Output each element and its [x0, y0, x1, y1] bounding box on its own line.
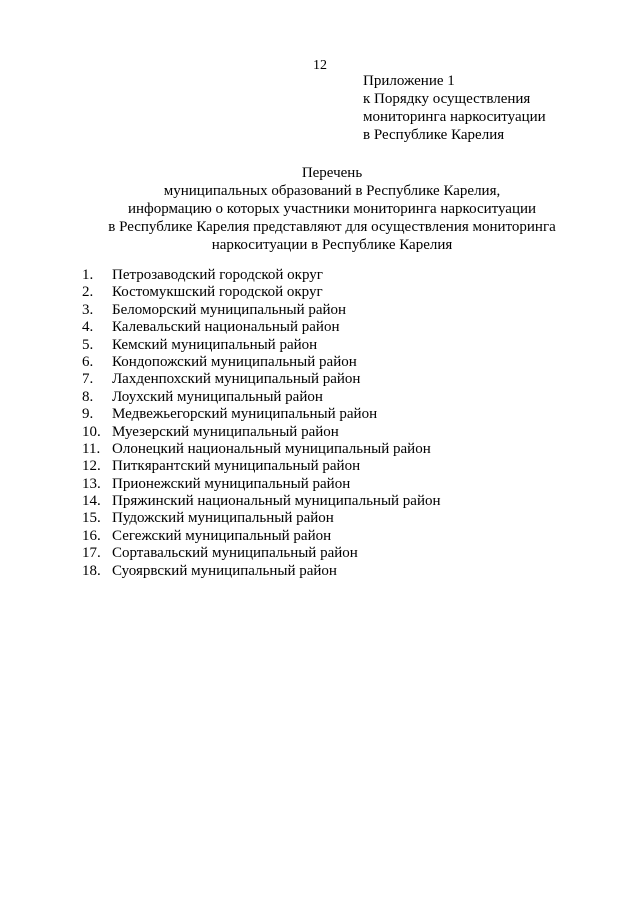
heading-line: в Республике Карелия представляют для осуществления мониторинга: [108, 219, 556, 235]
list-item-name: Кемский муниципальный район: [112, 336, 318, 353]
list-item-name: Медвежьегорский муниципальный район: [112, 406, 378, 423]
list-item-name: Лахденпохский муниципальный район: [112, 371, 361, 388]
list-item-number: 3.: [82, 301, 94, 318]
page-number: 12: [313, 58, 327, 73]
list-item-name: Сегежский муниципальный район: [112, 527, 332, 544]
list-item-name: Муезерский муниципальный район: [112, 423, 339, 440]
list-item-name: Пряжинский национальный муниципальный район: [112, 493, 441, 510]
list-item-name: Прионежский муниципальный район: [112, 475, 351, 492]
list-item: [82, 337, 441, 354]
list-item: [82, 406, 441, 423]
list-item-number: 4.: [82, 319, 94, 336]
list-item: [82, 545, 441, 562]
list-item-name: Калевальский национальный район: [112, 319, 340, 336]
list-item-number: 18.: [82, 562, 101, 579]
list-item-number: 9.: [82, 406, 94, 423]
list-item-number: 8.: [82, 388, 94, 405]
list-item-name: Лоухский муниципальный район: [112, 388, 323, 405]
heading-title: Перечень: [301, 165, 363, 181]
list-item-name: Пудожский муниципальный район: [112, 510, 334, 527]
list-item-name: Петрозаводский городской округ: [112, 267, 323, 283]
list-item-name: Олонецкий национальный муниципальный район: [112, 440, 431, 457]
list-item-number: 16.: [82, 527, 101, 544]
list-item-name: Сортавальский муниципальный район: [112, 545, 358, 562]
list-item-number: 6.: [82, 353, 94, 370]
list-item-number: 5.: [82, 336, 94, 353]
list-item: [82, 267, 441, 284]
list-item-number: 2.: [82, 284, 94, 301]
heading-line: наркоситуации в Республике Карелия: [211, 237, 453, 253]
list-item-number: 1.: [82, 267, 94, 283]
list-item: [82, 284, 441, 301]
appendix-title: Приложение 1: [363, 73, 455, 89]
list-item-number: 13.: [82, 475, 101, 492]
document-heading: [0, 164, 640, 254]
list-item-number: 14.: [82, 493, 101, 510]
appendix-line: к Порядку осуществления: [363, 91, 531, 107]
list-item-name: Костомукшский городской округ: [112, 284, 323, 301]
list-item: [82, 528, 441, 545]
list-item-number: 7.: [82, 371, 94, 388]
appendix-line: в Республике Карелия: [363, 127, 505, 143]
appendix-line: мониторинга наркоситуации: [363, 109, 546, 125]
list-item: [82, 458, 441, 475]
list-item: [82, 319, 441, 336]
list-item: [82, 371, 441, 388]
heading-line: информацию о которых участники мониторинга наркоситуации: [127, 201, 537, 217]
list-item-name: Суоярвский муниципальный район: [112, 562, 337, 579]
list-item-name: Кондопожский муниципальный район: [112, 353, 357, 370]
list-item: [82, 510, 441, 527]
list-item: [82, 476, 441, 493]
list-item-number: 12.: [82, 458, 101, 475]
list-item-number: 17.: [82, 545, 101, 562]
heading-line: муниципальных образований в Республике Карелия,: [163, 183, 501, 199]
list-item-number: 11.: [82, 440, 101, 457]
list-item-number: 10.: [82, 423, 101, 440]
list-item: [82, 563, 441, 580]
list-item-number: 15.: [82, 510, 101, 527]
list-item-name: Питкярантский муниципальный район: [112, 458, 361, 475]
list-item: [82, 424, 441, 441]
list-item: [82, 493, 441, 510]
list-item: [82, 354, 441, 371]
municipality-list: [82, 267, 441, 580]
appendix-block: [363, 72, 546, 144]
list-item: [82, 302, 441, 319]
list-item: [82, 389, 441, 406]
list-item: [82, 441, 441, 458]
list-item-name: Беломорский муниципальный район: [112, 301, 347, 318]
